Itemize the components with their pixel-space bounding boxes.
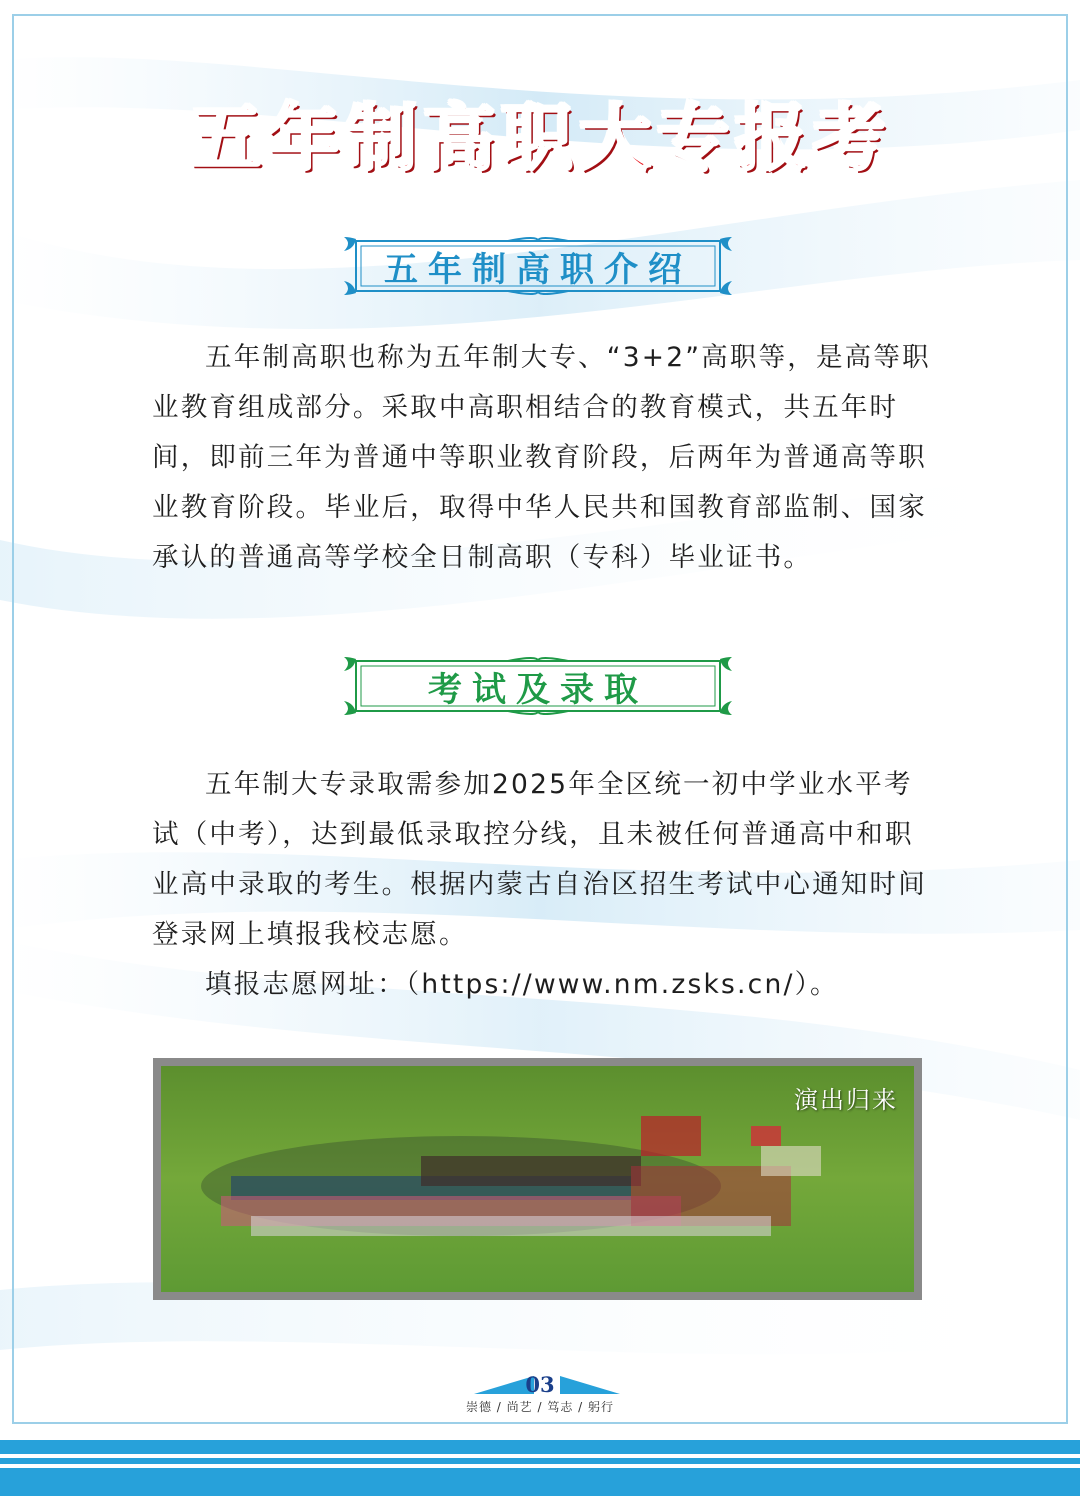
section-header-admission bbox=[342, 655, 734, 717]
website-line: 填报志愿网址：（https://www.nm.zsks.cn/）。 bbox=[205, 969, 839, 1000]
page-number: 03 bbox=[525, 1372, 555, 1397]
intro-paragraph: 五年制高职也称为五年制大专、“3+2”高职等，是高等职业教育组成部分。采取中高职相结合的教育模式，共五年时间，即前三年为普通中等职业教育阶段，后两年为普通高等职业教育阶段。毕业后，取得中华人民共和国教育部监制、国家承认的普通高等学校全日制高职（专科）毕业证书。 bbox=[152, 342, 931, 573]
footer-stripe bbox=[0, 1440, 1080, 1454]
section-title: 考试及录取 bbox=[428, 669, 648, 710]
section-title: 五年制高职介绍 bbox=[384, 249, 692, 290]
footer-motto: 崇德 / 尚艺 / 笃志 / 躬行 bbox=[465, 1400, 615, 1414]
page-title: 五年制高职大专报考 bbox=[188, 95, 891, 180]
footer-stripe bbox=[0, 1468, 1080, 1496]
photo-caption: 演出归来 bbox=[794, 1086, 898, 1114]
admission-paragraph: 五年制大专录取需参加2025年全区统一初中学业水平考试（中考），达到最低录取控分线，且未被任何普通高中和职业高中录取的考生。根据内蒙古自治区招生考试中心通知时间登录网上填报我校志愿。 bbox=[152, 769, 927, 950]
section-header-intro bbox=[342, 235, 734, 297]
performance-photo bbox=[153, 1058, 922, 1300]
footer-stripe bbox=[0, 1458, 1080, 1464]
